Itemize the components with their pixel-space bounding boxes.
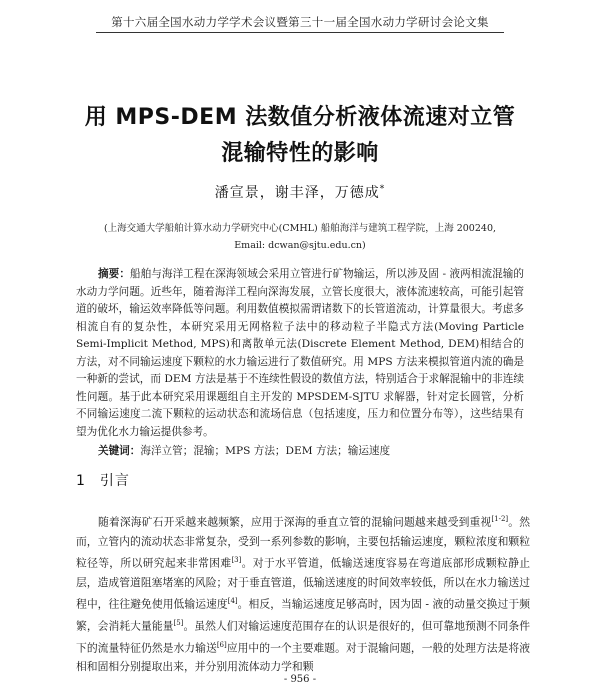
body-text-segment: 。然而，立管内的流动状态非常复杂，受到一系列参数的影响，主要包括输运速度，颗粒浓度和颗粒粒径等，所以研究起来非常困难	[76, 515, 530, 570]
affiliation-line-1: (上海交通大学船舶计算水动力学研究中心(CMHL) 船舶海洋与建筑工程学院，上海 200240,	[103, 223, 497, 234]
keywords	[98, 443, 524, 460]
citation: [6]	[216, 640, 227, 649]
header-rule	[96, 32, 504, 33]
title-line-2: 混输特性的影响	[221, 141, 379, 166]
title-line-1: 用 MPS-DEM 法数值分析液体流速对立管	[84, 105, 516, 130]
abstract-label: 摘要：	[98, 268, 130, 280]
citation: [1-2]	[491, 515, 509, 523]
section-heading	[76, 470, 130, 490]
body-text-segment: 应用中的一个主要难题。对于混输问题，一般的处理方法是将液相和固相分别提取出来，并分别用流体动力学和颗	[76, 641, 531, 674]
keywords-label: 关键词：	[98, 445, 141, 457]
abstract	[76, 266, 524, 441]
body-text-segment: 随着深海矿石开采越来越频繁，应用于深海的垂直立管的混输问题越来越受到重视	[98, 515, 492, 529]
affiliation-line-2: Email: dcwan@sjtu.edu.cn)	[234, 240, 366, 251]
citation: [5]	[173, 618, 184, 627]
section-title: 引言	[99, 473, 130, 489]
abstract-text: 船舶与海洋工程在深海领域会采用立管进行矿物输运，所以涉及固 - 液两相流混输的水动力学问题。近些年，随着海洋工程向深海发展，立管长度很大，液体流速较高，可能引起管道的破坏，输运效率降低等问题。利用数值模拟需谓诸数下的长管道流动，计算量很大。考虑多相流自有的复杂性，本研究采用无网格粒子法中的移动粒子半隐式方法(Moving Particle Semi-Implicit Method, MPS)和离散单元法(Discrete Element Method, DEM)相结合的方法，对不同输运速度下颗粒的水力输运进行了数值研究。用 MPS 方法来模拟管道内流的确是一种新的尝试，而 DEM 方法是基于不连续性假设的数值方法，特别适合于求解混输中的非连续性问题。基于此本研究采用课题组自主开发的 MPSDEM-SJTU 求解器，针对定长圆管，分析不同输运速度二流下颗粒的运动状态和流场信息（包括速度，压力和位置分布等），这些结果有望为优化水力输运提供参考。	[76, 268, 525, 438]
body-text-segment: 。虽然人们对输运速度范围存在的认识是很好的，但可靠地预测不同条件下的流量特征仍然是水力输送	[76, 619, 531, 655]
paper-title	[40, 100, 560, 172]
page-number: - 956 -	[283, 674, 317, 685]
body-text-segment: 。相反，当输运速度足够高时，因为固 - 液的动量交换过于频繁，会消耗大量能量	[76, 597, 530, 633]
body-text-segment: 。对于水平管道，低输送速度容易在弯道底部形成颗粒静止层，造成管道阻塞堵塞的风险；对于垂直管道，低输送速度的时间效率较低，所以在水力输送过程中，往往避免使用低输运速度	[76, 556, 531, 611]
author-list	[40, 182, 560, 202]
introduction-paragraph	[76, 510, 530, 677]
citation: [3]	[231, 556, 242, 564]
author-names: 潘宣景，谢丰泽，万德成	[214, 185, 380, 201]
citation: [4]	[227, 597, 238, 605]
running-header: 第十六届全国水动力学学术会议暨第三十一届全国水动力学研讨会论文集	[111, 15, 489, 29]
corresponding-author-mark: *	[379, 184, 386, 195]
keywords-text: 海洋立管；混输；MPS 方法；DEM 方法；输运速度	[140, 445, 391, 457]
section-number: 1	[76, 473, 86, 489]
affiliation	[40, 220, 560, 254]
